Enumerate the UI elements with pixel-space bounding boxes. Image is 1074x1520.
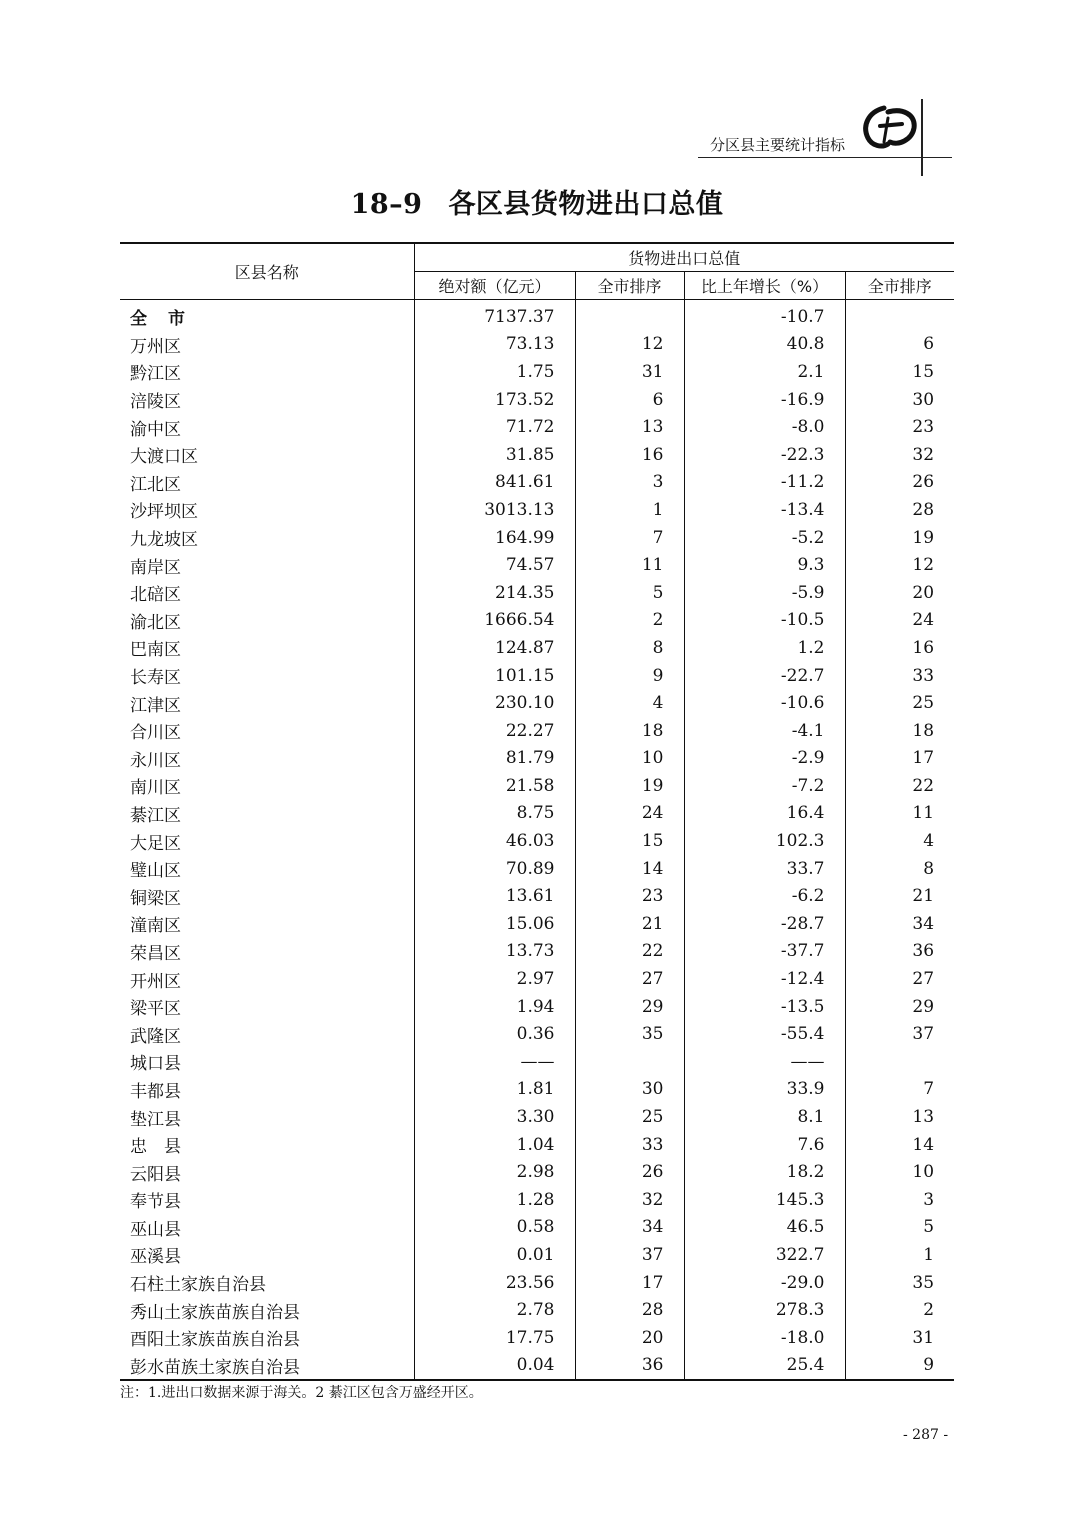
amount-cell: 2.78 bbox=[414, 1296, 575, 1324]
table-row bbox=[120, 1324, 954, 1352]
column-header-growth-rank: 全市排序 bbox=[845, 272, 954, 300]
growth-cell: -55.4 bbox=[684, 1020, 845, 1048]
growth-cell: 40.8 bbox=[684, 331, 845, 359]
growth-cell: -22.7 bbox=[684, 662, 845, 690]
district-name-cell: 巫溪县 bbox=[130, 1247, 181, 1268]
district-name-cell: 荣昌区 bbox=[130, 943, 181, 964]
district-name-cell: 铜梁区 bbox=[130, 888, 181, 909]
district-name-cell: 大足区 bbox=[130, 833, 181, 854]
growth-cell: 145.3 bbox=[684, 1186, 845, 1214]
amount-cell: 7137.37 bbox=[414, 300, 575, 331]
table-row bbox=[120, 1186, 954, 1214]
amount-cell: 230.10 bbox=[414, 689, 575, 717]
amount-cell: 173.52 bbox=[414, 386, 575, 414]
growth-rank-cell: 33 bbox=[845, 662, 954, 690]
district-name-cell: 忠 县 bbox=[130, 1137, 181, 1158]
amount-rank-cell: 22 bbox=[575, 938, 684, 966]
table-row bbox=[120, 1214, 954, 1242]
amount-cell: 46.03 bbox=[414, 827, 575, 855]
data-table-container bbox=[120, 242, 954, 1381]
data-table bbox=[120, 242, 954, 1381]
table-row bbox=[120, 1103, 954, 1131]
amount-rank-cell: 21 bbox=[575, 910, 684, 938]
amount-cell: 1.28 bbox=[414, 1186, 575, 1214]
district-name-cell: 九龙坡区 bbox=[130, 530, 198, 551]
amount-rank-cell: 29 bbox=[575, 993, 684, 1021]
amount-rank-cell: 16 bbox=[575, 441, 684, 469]
amount-cell: 81.79 bbox=[414, 745, 575, 773]
table-row bbox=[120, 689, 954, 717]
amount-rank-cell: 25 bbox=[575, 1103, 684, 1131]
growth-rank-cell: 3 bbox=[845, 1186, 954, 1214]
amount-rank-cell: 34 bbox=[575, 1214, 684, 1242]
amount-rank-cell: 14 bbox=[575, 855, 684, 883]
amount-rank-cell: 9 bbox=[575, 662, 684, 690]
growth-rank-cell: 15 bbox=[845, 358, 954, 386]
table-row bbox=[120, 800, 954, 828]
amount-cell: 15.06 bbox=[414, 910, 575, 938]
growth-cell: 7.6 bbox=[684, 1131, 845, 1159]
table-row bbox=[120, 441, 954, 469]
amount-rank-cell: 20 bbox=[575, 1324, 684, 1352]
district-name-cell: 开州区 bbox=[130, 971, 181, 992]
table-row bbox=[120, 1241, 954, 1269]
growth-cell: -10.6 bbox=[684, 689, 845, 717]
amount-cell: 8.75 bbox=[414, 800, 575, 828]
table-row bbox=[120, 1158, 954, 1186]
district-name-cell: 南岸区 bbox=[130, 557, 181, 578]
amount-cell: 1.94 bbox=[414, 993, 575, 1021]
table-row bbox=[120, 772, 954, 800]
growth-cell: 278.3 bbox=[684, 1296, 845, 1324]
table-row bbox=[120, 579, 954, 607]
growth-rank-cell: 14 bbox=[845, 1131, 954, 1159]
amount-cell: 31.85 bbox=[414, 441, 575, 469]
district-name-cell: 梁平区 bbox=[130, 999, 181, 1020]
table-row bbox=[120, 855, 954, 883]
page-title bbox=[0, 182, 1074, 221]
growth-rank-cell: 13 bbox=[845, 1103, 954, 1131]
district-name-cell: 城口县 bbox=[130, 1054, 181, 1075]
growth-cell: -16.9 bbox=[684, 386, 845, 414]
table-row bbox=[120, 993, 954, 1021]
district-name-cell: 綦江区 bbox=[130, 805, 181, 826]
growth-cell: -10.7 bbox=[684, 300, 845, 331]
table-row bbox=[120, 938, 954, 966]
amount-cell: 0.04 bbox=[414, 1352, 575, 1381]
table-row bbox=[120, 1296, 954, 1324]
growth-cell: —— bbox=[684, 1048, 845, 1076]
table-body bbox=[120, 300, 954, 1381]
growth-cell: -13.4 bbox=[684, 496, 845, 524]
growth-cell: 102.3 bbox=[684, 827, 845, 855]
growth-cell: -5.9 bbox=[684, 579, 845, 607]
growth-rank-cell: 37 bbox=[845, 1020, 954, 1048]
amount-rank-cell: 4 bbox=[575, 689, 684, 717]
table-row bbox=[120, 524, 954, 552]
growth-rank-cell: 2 bbox=[845, 1296, 954, 1324]
amount-rank-cell: 6 bbox=[575, 386, 684, 414]
growth-rank-cell: 16 bbox=[845, 634, 954, 662]
amount-rank-cell: 19 bbox=[575, 772, 684, 800]
table-row bbox=[120, 634, 954, 662]
district-name-cell: 永川区 bbox=[130, 750, 181, 771]
growth-cell: 16.4 bbox=[684, 800, 845, 828]
amount-cell: 70.89 bbox=[414, 855, 575, 883]
table-row bbox=[120, 1020, 954, 1048]
district-name-cell: 黔江区 bbox=[130, 364, 181, 385]
table-row bbox=[120, 827, 954, 855]
growth-rank-cell bbox=[845, 300, 954, 331]
district-name-cell: 万州区 bbox=[130, 336, 181, 357]
amount-cell: 2.98 bbox=[414, 1158, 575, 1186]
amount-rank-cell: 28 bbox=[575, 1296, 684, 1324]
section-label: 分区县主要统计指标 bbox=[710, 136, 846, 154]
district-name-cell: 潼南区 bbox=[130, 916, 181, 937]
amount-rank-cell: 2 bbox=[575, 607, 684, 635]
growth-cell: -12.4 bbox=[684, 965, 845, 993]
district-name-cell: 巴南区 bbox=[130, 640, 181, 661]
amount-cell: 2.97 bbox=[414, 965, 575, 993]
amount-cell: 3.30 bbox=[414, 1103, 575, 1131]
table-row bbox=[120, 1076, 954, 1104]
amount-rank-cell: 26 bbox=[575, 1158, 684, 1186]
district-name-cell: 江津区 bbox=[130, 695, 181, 716]
growth-cell: 322.7 bbox=[684, 1241, 845, 1269]
table-row bbox=[120, 496, 954, 524]
growth-rank-cell: 22 bbox=[845, 772, 954, 800]
growth-cell: 25.4 bbox=[684, 1352, 845, 1381]
amount-cell: 0.58 bbox=[414, 1214, 575, 1242]
table-row bbox=[120, 882, 954, 910]
growth-cell: -11.2 bbox=[684, 469, 845, 497]
growth-cell: 8.1 bbox=[684, 1103, 845, 1131]
growth-cell: -10.5 bbox=[684, 607, 845, 635]
table-row bbox=[120, 1269, 954, 1297]
amount-cell: 1.75 bbox=[414, 358, 575, 386]
amount-cell: 164.99 bbox=[414, 524, 575, 552]
growth-cell: -37.7 bbox=[684, 938, 845, 966]
amount-rank-cell bbox=[575, 300, 684, 331]
district-name-cell: 云阳县 bbox=[130, 1164, 181, 1185]
amount-rank-cell: 30 bbox=[575, 1076, 684, 1104]
amount-rank-cell: 36 bbox=[575, 1352, 684, 1381]
growth-rank-cell: 25 bbox=[845, 689, 954, 717]
growth-rank-cell: 32 bbox=[845, 441, 954, 469]
growth-rank-cell: 30 bbox=[845, 386, 954, 414]
growth-cell: -2.9 bbox=[684, 745, 845, 773]
district-name-cell: 涪陵区 bbox=[130, 392, 181, 413]
growth-cell: 46.5 bbox=[684, 1214, 845, 1242]
amount-rank-cell: 8 bbox=[575, 634, 684, 662]
amount-cell: 841.61 bbox=[414, 469, 575, 497]
column-header-growth: 比上年增长（%） bbox=[684, 272, 845, 300]
table-row bbox=[120, 300, 954, 331]
table-row bbox=[120, 717, 954, 745]
growth-cell: 2.1 bbox=[684, 358, 845, 386]
footnote: 注：1.进出口数据来源于海关。2 綦江区包含万盛经开区。 bbox=[120, 1385, 483, 1401]
district-name-cell: 丰都县 bbox=[130, 1081, 181, 1102]
table-row bbox=[120, 1131, 954, 1159]
growth-rank-cell: 23 bbox=[845, 413, 954, 441]
amount-cell: 124.87 bbox=[414, 634, 575, 662]
growth-rank-cell: 11 bbox=[845, 800, 954, 828]
district-name-cell: 武隆区 bbox=[130, 1026, 181, 1047]
district-name-cell: 沙坪坝区 bbox=[130, 502, 198, 523]
amount-rank-cell: 1 bbox=[575, 496, 684, 524]
amount-rank-cell: 12 bbox=[575, 331, 684, 359]
amount-cell: 1.04 bbox=[414, 1131, 575, 1159]
stats-logo-icon bbox=[858, 102, 922, 152]
amount-rank-cell: 7 bbox=[575, 524, 684, 552]
district-name-cell: 垫江县 bbox=[130, 1109, 181, 1130]
growth-rank-cell: 34 bbox=[845, 910, 954, 938]
district-name-cell: 酉阳土家族苗族自治县 bbox=[130, 1330, 300, 1351]
growth-cell: -7.2 bbox=[684, 772, 845, 800]
column-header-amount: 绝对额（亿元） bbox=[414, 272, 575, 300]
amount-cell: 3013.13 bbox=[414, 496, 575, 524]
table-row bbox=[120, 469, 954, 497]
amount-rank-cell: 32 bbox=[575, 1186, 684, 1214]
growth-rank-cell: 6 bbox=[845, 331, 954, 359]
table-row bbox=[120, 1048, 954, 1076]
growth-cell: -18.0 bbox=[684, 1324, 845, 1352]
district-name-cell: 全 市 bbox=[130, 309, 187, 330]
growth-rank-cell: 29 bbox=[845, 993, 954, 1021]
growth-rank-cell: 31 bbox=[845, 1324, 954, 1352]
amount-cell: 73.13 bbox=[414, 331, 575, 359]
growth-rank-cell bbox=[845, 1048, 954, 1076]
district-name-cell: 大渡口区 bbox=[130, 447, 198, 468]
page-number: - 287 - bbox=[903, 1427, 949, 1443]
growth-cell: -13.5 bbox=[684, 993, 845, 1021]
amount-rank-cell: 18 bbox=[575, 717, 684, 745]
district-name-cell: 南川区 bbox=[130, 778, 181, 799]
table-row bbox=[120, 331, 954, 359]
growth-rank-cell: 19 bbox=[845, 524, 954, 552]
district-name-cell: 璧山区 bbox=[130, 861, 181, 882]
growth-cell: -6.2 bbox=[684, 882, 845, 910]
growth-rank-cell: 36 bbox=[845, 938, 954, 966]
amount-rank-cell: 17 bbox=[575, 1269, 684, 1297]
header-horizontal-rule bbox=[698, 157, 952, 158]
growth-cell: 18.2 bbox=[684, 1158, 845, 1186]
amount-rank-cell: 23 bbox=[575, 882, 684, 910]
amount-rank-cell: 3 bbox=[575, 469, 684, 497]
growth-cell: -29.0 bbox=[684, 1269, 845, 1297]
amount-cell: 1.81 bbox=[414, 1076, 575, 1104]
growth-rank-cell: 17 bbox=[845, 745, 954, 773]
district-name-cell: 石柱土家族自治县 bbox=[130, 1275, 266, 1296]
district-name-cell: 江北区 bbox=[130, 474, 181, 495]
table-row bbox=[120, 607, 954, 635]
amount-rank-cell: 11 bbox=[575, 551, 684, 579]
growth-cell: -4.1 bbox=[684, 717, 845, 745]
district-name-cell: 渝中区 bbox=[130, 419, 181, 440]
amount-cell: 23.56 bbox=[414, 1269, 575, 1297]
amount-rank-cell: 24 bbox=[575, 800, 684, 828]
amount-cell: 17.75 bbox=[414, 1324, 575, 1352]
growth-cell: -8.0 bbox=[684, 413, 845, 441]
amount-cell: 101.15 bbox=[414, 662, 575, 690]
table-row bbox=[120, 1352, 954, 1381]
header-vertical-rule bbox=[921, 99, 923, 176]
amount-rank-cell: 13 bbox=[575, 413, 684, 441]
growth-rank-cell: 27 bbox=[845, 965, 954, 993]
column-group-header: 货物进出口总值 bbox=[414, 243, 954, 272]
district-name-cell: 巫山县 bbox=[130, 1219, 181, 1240]
amount-cell: 71.72 bbox=[414, 413, 575, 441]
table-row bbox=[120, 910, 954, 938]
growth-rank-cell: 10 bbox=[845, 1158, 954, 1186]
amount-rank-cell: 5 bbox=[575, 579, 684, 607]
title-text: 各区县货物进出口总值 bbox=[448, 189, 724, 220]
amount-cell: 214.35 bbox=[414, 579, 575, 607]
amount-cell: 21.58 bbox=[414, 772, 575, 800]
table-row bbox=[120, 413, 954, 441]
amount-rank-cell: 15 bbox=[575, 827, 684, 855]
district-name-cell: 渝北区 bbox=[130, 612, 181, 633]
growth-cell: -5.2 bbox=[684, 524, 845, 552]
table-row bbox=[120, 358, 954, 386]
amount-cell: —— bbox=[414, 1048, 575, 1076]
growth-rank-cell: 35 bbox=[845, 1269, 954, 1297]
table-row bbox=[120, 551, 954, 579]
district-name-cell: 长寿区 bbox=[130, 668, 181, 689]
growth-rank-cell: 4 bbox=[845, 827, 954, 855]
table-number: 18–9 bbox=[350, 189, 423, 220]
amount-rank-cell: 33 bbox=[575, 1131, 684, 1159]
growth-cell: 33.9 bbox=[684, 1076, 845, 1104]
growth-rank-cell: 28 bbox=[845, 496, 954, 524]
growth-rank-cell: 24 bbox=[845, 607, 954, 635]
column-header-name: 区县名称 bbox=[120, 243, 414, 300]
growth-rank-cell: 26 bbox=[845, 469, 954, 497]
table-row bbox=[120, 386, 954, 414]
growth-rank-cell: 8 bbox=[845, 855, 954, 883]
district-name-cell: 彭水苗族土家族自治县 bbox=[120, 1352, 414, 1381]
table-row bbox=[120, 662, 954, 690]
amount-rank-cell: 10 bbox=[575, 745, 684, 773]
growth-cell: -22.3 bbox=[684, 441, 845, 469]
growth-rank-cell: 1 bbox=[845, 1241, 954, 1269]
amount-rank-cell: 31 bbox=[575, 358, 684, 386]
amount-rank-cell: 27 bbox=[575, 965, 684, 993]
district-name-cell: 北碚区 bbox=[130, 585, 181, 606]
amount-rank-cell: 37 bbox=[575, 1241, 684, 1269]
district-name-cell: 秀山土家族苗族自治县 bbox=[130, 1302, 300, 1323]
amount-cell: 22.27 bbox=[414, 717, 575, 745]
growth-cell: -28.7 bbox=[684, 910, 845, 938]
growth-rank-cell: 18 bbox=[845, 717, 954, 745]
growth-rank-cell: 20 bbox=[845, 579, 954, 607]
growth-rank-cell: 5 bbox=[845, 1214, 954, 1242]
table-row bbox=[120, 965, 954, 993]
amount-cell: 0.01 bbox=[414, 1241, 575, 1269]
amount-cell: 74.57 bbox=[414, 551, 575, 579]
amount-cell: 0.36 bbox=[414, 1020, 575, 1048]
amount-cell: 13.73 bbox=[414, 938, 575, 966]
amount-cell: 1666.54 bbox=[414, 607, 575, 635]
growth-rank-cell: 7 bbox=[845, 1076, 954, 1104]
amount-rank-cell bbox=[575, 1048, 684, 1076]
district-name-cell: 奉节县 bbox=[130, 1192, 181, 1213]
table-row bbox=[120, 745, 954, 773]
growth-rank-cell: 12 bbox=[845, 551, 954, 579]
growth-rank-cell: 9 bbox=[845, 1352, 954, 1381]
growth-rank-cell: 21 bbox=[845, 882, 954, 910]
growth-cell: 1.2 bbox=[684, 634, 845, 662]
amount-cell: 13.61 bbox=[414, 882, 575, 910]
growth-cell: 33.7 bbox=[684, 855, 845, 883]
growth-cell: 9.3 bbox=[684, 551, 845, 579]
column-header-amount-rank: 全市排序 bbox=[575, 272, 684, 300]
district-name-cell: 合川区 bbox=[130, 723, 181, 744]
amount-rank-cell: 35 bbox=[575, 1020, 684, 1048]
